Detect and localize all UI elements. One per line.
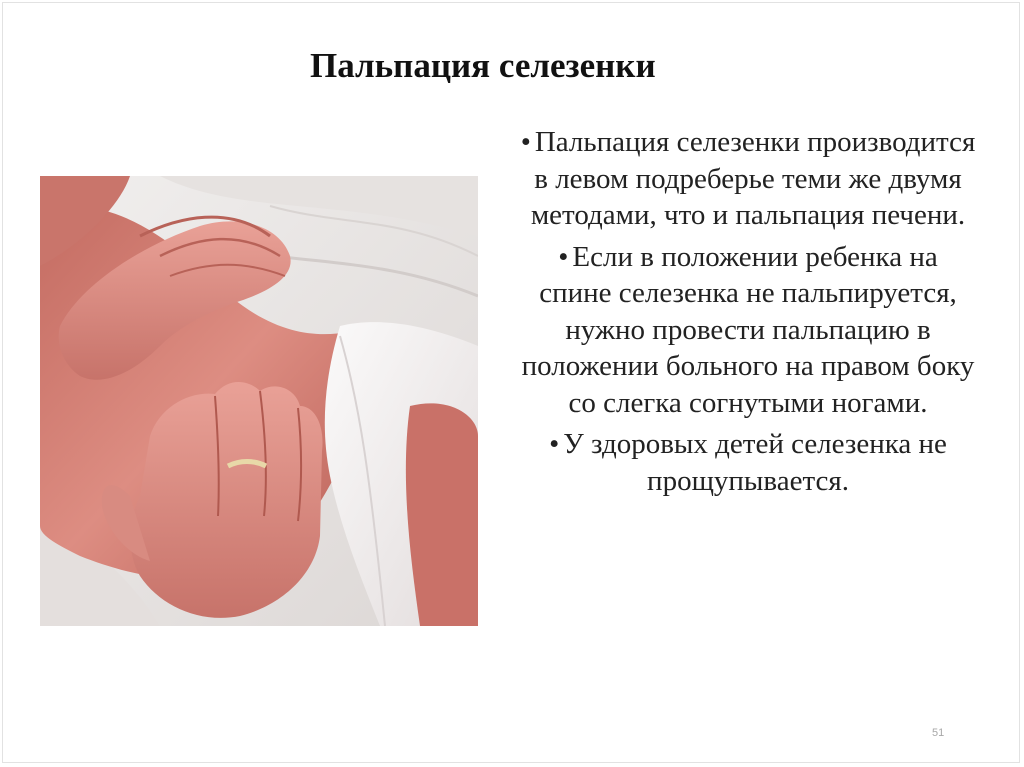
bullet-marker: • xyxy=(558,240,569,273)
bullet-list xyxy=(520,124,976,504)
slide-number: 51 xyxy=(932,727,945,739)
palpation-photo xyxy=(40,176,478,626)
bullet-item xyxy=(520,124,976,234)
bullet-text: Если в положении ребенка на спине селезенка не пальпируется, нужно провести пальпацию в положении больного на правом боку со слегка согнутыми ногами. xyxy=(521,240,975,419)
bullet-text: Пальпация селезенки производится в левом подреберье теми же двумя методами, что и пальпация печени. xyxy=(530,126,976,231)
slide-title: Пальпация селезенки xyxy=(310,46,656,85)
bullet-marker: • xyxy=(549,428,560,460)
bullet-text: У здоровых детей селезенка не прощупывается. xyxy=(563,428,947,497)
bullet-item xyxy=(520,426,976,499)
bullet-marker: • xyxy=(520,126,531,158)
bullet-item xyxy=(520,239,976,422)
